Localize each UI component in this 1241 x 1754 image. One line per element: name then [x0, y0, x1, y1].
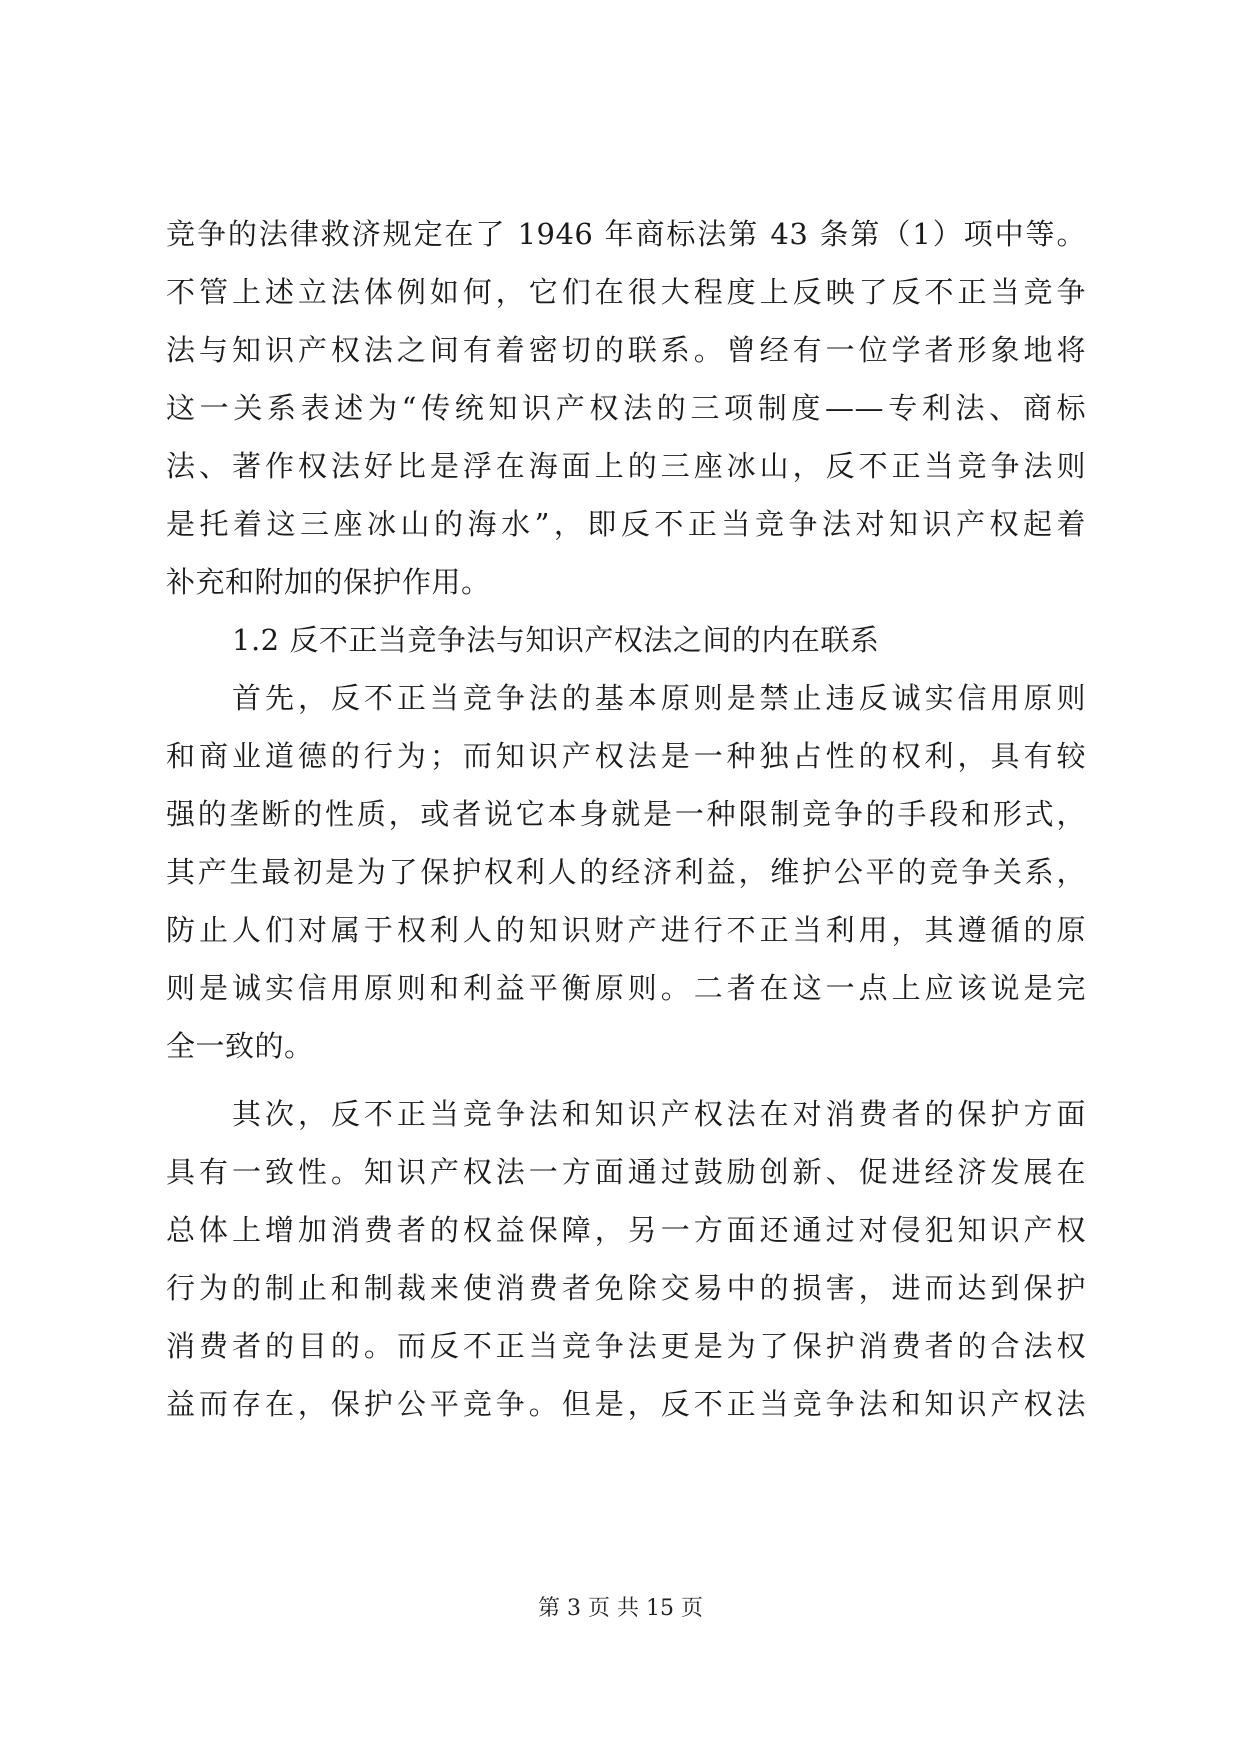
body-line: 具有一致性。知识产权法一方面通过鼓励创新、促进经济发展在 — [166, 1155, 1086, 1189]
body-line: 益而存在，保护公平竞争。但是，反不正当竞争法和知识产权法 — [166, 1387, 1086, 1421]
page-footer: 第 3 页 共 15 页 — [538, 1596, 703, 1621]
body-line: 行为的制止和制裁来使消费者免除交易中的损害，进而达到保护 — [166, 1271, 1086, 1305]
body-line: 法、著作权法好比是浮在海面上的三座冰山，反不正当竞争法则 — [166, 449, 1086, 483]
body-line: 防止人们对属于权利人的知识财产进行不正当利用，其遵循的原 — [166, 913, 1086, 947]
body-line: 和商业道德的行为；而知识产权法是一种独占性的权利，具有较 — [166, 739, 1086, 773]
body-line: 全一致的。 — [166, 1029, 314, 1063]
body-line: 是托着这三座冰山的海水”，即反不正当竞争法对知识产权起着 — [166, 507, 1086, 541]
section-heading: 1.2 反不正当竞争法与知识产权法之间的内在联系 — [232, 623, 880, 657]
body-line: 总体上增加消费者的权益保障，另一方面还通过对侵犯知识产权 — [166, 1213, 1086, 1247]
body-line: 法与知识产权法之间有着密切的联系。曾经有一位学者形象地将 — [166, 333, 1086, 367]
body-line: 竞争的法律救济规定在了 1946 年商标法第 43 条第（1）项中等。 — [166, 217, 1086, 251]
body-line: 首先，反不正当竞争法的基本原则是禁止违反诚实信用原则 — [232, 681, 1086, 715]
body-line: 消费者的目的。而反不正当竞争法更是为了保护消费者的合法权 — [166, 1329, 1086, 1363]
body-line: 其次，反不正当竞争法和知识产权法在对消费者的保护方面 — [232, 1097, 1086, 1131]
body-line: 不管上述立法体例如何，它们在很大程度上反映了反不正当竞争 — [166, 275, 1086, 309]
body-line: 则是诚实信用原则和利益平衡原则。二者在这一点上应该说是完 — [166, 971, 1086, 1005]
body-line: 这一关系表述为“传统知识产权法的三项制度——专利法、商标 — [166, 391, 1086, 425]
body-line: 补充和附加的保护作用。 — [166, 565, 491, 599]
body-line: 强的垄断的性质，或者说它本身就是一种限制竞争的手段和形式， — [166, 797, 1086, 831]
body-line: 其产生最初是为了保护权利人的经济利益，维护公平的竞争关系， — [166, 855, 1086, 889]
